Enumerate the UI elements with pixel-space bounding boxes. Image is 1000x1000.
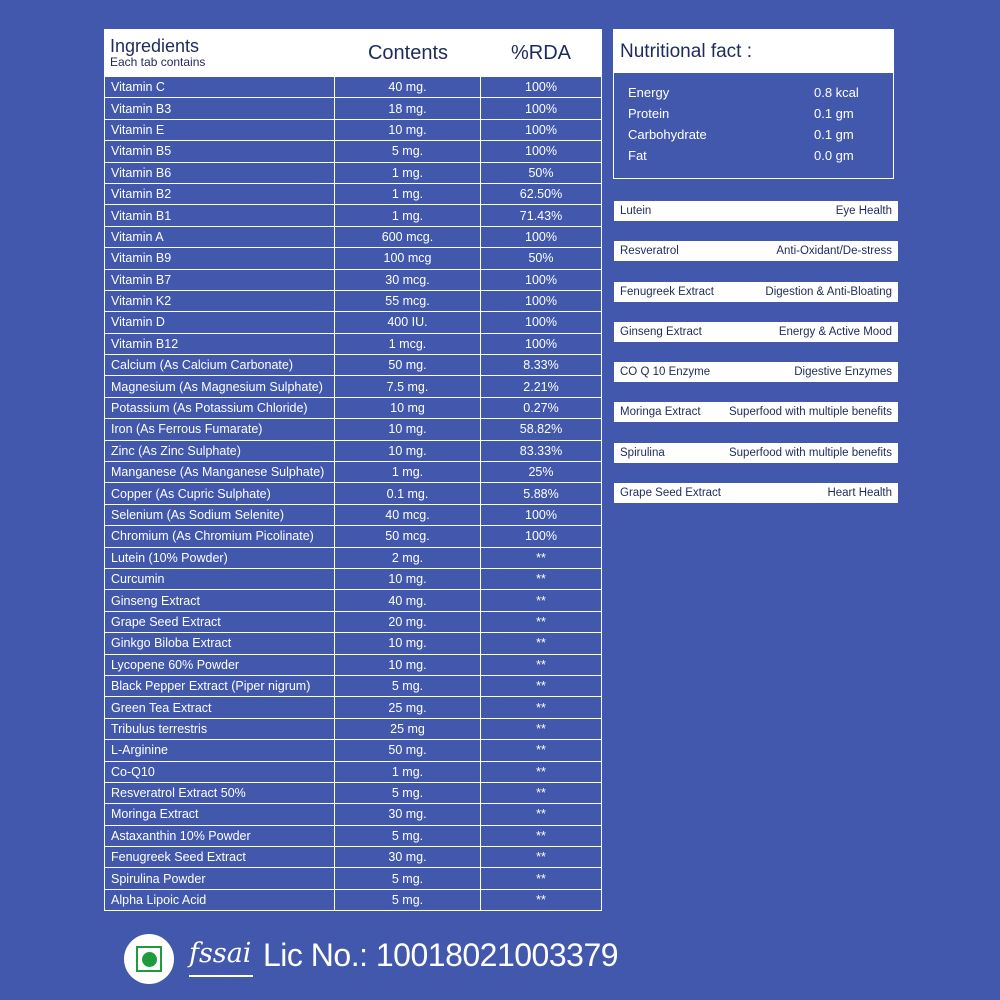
ingredient-name: Iron (As Ferrous Fumarate) xyxy=(105,419,335,439)
benefit-ingredient: Moringa Extract xyxy=(620,406,701,418)
ingredient-content: 18 mg. xyxy=(335,98,481,118)
ingredient-content: 10 mg xyxy=(335,398,481,418)
table-row xyxy=(105,803,601,824)
ingredient-name: Moringa Extract xyxy=(105,804,335,824)
ingredient-name: Vitamin K2 xyxy=(105,291,335,311)
ingredient-name: Grape Seed Extract xyxy=(105,612,335,632)
ingredient-name: Lutein (10% Powder) xyxy=(105,548,335,568)
ingredient-content: 25 mg. xyxy=(335,697,481,717)
ingredient-name: Vitamin E xyxy=(105,120,335,140)
ingredient-name: Zinc (As Zinc Sulphate) xyxy=(105,441,335,461)
ingredient-content: 1 mg. xyxy=(335,462,481,482)
table-row xyxy=(105,525,601,546)
ingredient-rda: 0.27% xyxy=(523,401,559,416)
ingredient-name: Selenium (As Sodium Selenite) xyxy=(105,505,335,525)
nutrition-label: Energy xyxy=(628,85,670,100)
veg-mark-icon xyxy=(124,934,174,984)
ingredient-content: 40 mg. xyxy=(335,77,481,97)
ingredient-rda: 83.33% xyxy=(519,443,563,458)
ingredient-content: 10 mg. xyxy=(335,441,481,461)
ingredient-name: Vitamin A xyxy=(105,227,335,247)
benefit-item xyxy=(614,402,898,422)
table-row xyxy=(105,867,601,888)
fssai-logo: fssai xyxy=(189,939,253,979)
ingredient-name: Copper (As Cupric Sulphate) xyxy=(105,483,335,503)
ingredient-content: 5 mg. xyxy=(335,676,481,696)
ingredient-rda: 2.21% xyxy=(523,379,559,394)
table-row xyxy=(105,632,601,653)
ingredient-content: 55 mcg. xyxy=(335,291,481,311)
table-row xyxy=(105,761,601,782)
ingredient-content: 30 mg. xyxy=(335,804,481,824)
table-row xyxy=(105,290,601,311)
table-row xyxy=(105,504,601,525)
rda-header: %RDA xyxy=(510,42,571,64)
benefit-ingredient: Spirulina xyxy=(620,447,665,459)
nutrition-value: 0.1 gm xyxy=(814,106,854,121)
benefit-description: Digestion & Anti-Bloating xyxy=(765,286,892,298)
ingredient-rda: ** xyxy=(536,572,546,587)
ingredient-name: Ginseng Extract xyxy=(105,590,335,610)
table-row xyxy=(105,162,601,183)
ingredient-content: 5 mg. xyxy=(335,868,481,888)
benefit-ingredient: Lutein xyxy=(620,205,652,217)
benefit-item xyxy=(614,241,898,261)
ingredient-rda: ** xyxy=(536,721,546,736)
ingredient-name: Ginkgo Biloba Extract xyxy=(105,633,335,653)
ingredient-rda: ** xyxy=(536,679,546,694)
ingredient-content: 5 mg. xyxy=(335,826,481,846)
ingredient-content: 10 mg. xyxy=(335,569,481,589)
ingredient-rda: ** xyxy=(536,786,546,801)
ingredient-name: Chromium (As Chromium Picolinate) xyxy=(105,526,335,546)
ingredient-content: 5 mg. xyxy=(335,890,481,910)
ingredient-rda: 100% xyxy=(525,336,557,351)
benefit-ingredient: Ginseng Extract xyxy=(620,326,702,338)
table-row xyxy=(105,140,601,161)
ingredient-rda: 8.33% xyxy=(523,358,559,373)
table-row xyxy=(105,226,601,247)
nutrition-label: Protein xyxy=(628,106,670,121)
ingredients-header-cell xyxy=(105,30,335,77)
ingredient-content: 2 mg. xyxy=(335,548,481,568)
benefit-item xyxy=(614,362,898,382)
ingredient-name: Vitamin D xyxy=(105,312,335,332)
ingredient-rda: ** xyxy=(536,550,546,565)
ingredients-table-body xyxy=(105,77,601,910)
ingredient-content: 1 mg. xyxy=(335,184,481,204)
table-row xyxy=(105,311,601,332)
table-row xyxy=(105,333,601,354)
ingredient-rda: 58.82% xyxy=(519,422,563,437)
ingredient-name: Resveratrol Extract 50% xyxy=(105,783,335,803)
ingredient-content: 0.1 mg. xyxy=(335,483,481,503)
ingredients-table-header xyxy=(105,30,601,77)
ingredient-rda: 100% xyxy=(525,272,557,287)
ingredients-table xyxy=(104,29,602,911)
nutritional-fact-title: Nutritional fact : xyxy=(614,30,893,73)
table-row xyxy=(105,782,601,803)
ingredient-rda: ** xyxy=(536,828,546,843)
nutrition-row xyxy=(614,145,893,166)
ingredient-rda: ** xyxy=(536,657,546,672)
ingredient-rda: 5.88% xyxy=(523,486,559,501)
ingredient-content: 1 mg. xyxy=(335,163,481,183)
ingredient-name: Vitamin B6 xyxy=(105,163,335,183)
ingredient-name: Curcumin xyxy=(105,569,335,589)
ingredient-content: 100 mcg xyxy=(335,248,481,268)
ingredient-content: 10 mg. xyxy=(335,419,481,439)
ingredient-content: 30 mcg. xyxy=(335,270,481,290)
ingredient-content: 5 mg. xyxy=(335,783,481,803)
ingredient-content: 50 mcg. xyxy=(335,526,481,546)
ingredient-name: Co-Q10 xyxy=(105,762,335,782)
ingredient-rda: ** xyxy=(536,636,546,651)
ingredient-rda: 62.50% xyxy=(519,187,563,202)
table-row xyxy=(105,97,601,118)
table-row xyxy=(105,696,601,717)
ingredient-name: Black Pepper Extract (Piper nigrum) xyxy=(105,676,335,696)
ingredient-content: 600 mcg. xyxy=(335,227,481,247)
table-row xyxy=(105,547,601,568)
ingredient-rda: ** xyxy=(536,850,546,865)
benefit-item xyxy=(614,483,898,503)
nutritional-fact-box xyxy=(613,29,894,179)
ingredient-rda: 100% xyxy=(525,144,557,159)
ingredient-content: 20 mg. xyxy=(335,612,481,632)
ingredient-rda: 100% xyxy=(525,529,557,544)
ingredient-rda: ** xyxy=(536,871,546,886)
table-row xyxy=(105,440,601,461)
ingredient-content: 40 mg. xyxy=(335,590,481,610)
benefit-description: Eye Health xyxy=(835,205,892,217)
ingredient-name: Lycopene 60% Powder xyxy=(105,655,335,675)
benefit-description: Superfood with multiple benefits xyxy=(728,406,892,418)
benefit-description: Digestive Enzymes xyxy=(794,366,892,378)
ingredient-content: 1 mg. xyxy=(335,205,481,225)
table-row xyxy=(105,247,601,268)
benefit-description: Heart Health xyxy=(827,487,892,499)
license-number: Lic No.: 10018021003379 xyxy=(263,937,619,973)
benefit-description: Energy & Active Mood xyxy=(778,326,892,338)
ingredient-name: Tribulus terrestris xyxy=(105,719,335,739)
table-row xyxy=(105,482,601,503)
ingredient-content: 10 mg. xyxy=(335,120,481,140)
nutrition-label: Fat xyxy=(628,148,647,163)
ingredient-rda: ** xyxy=(536,764,546,779)
ingredient-name: Vitamin C xyxy=(105,77,335,97)
ingredient-name: Vitamin B1 xyxy=(105,205,335,225)
table-row xyxy=(105,204,601,225)
nutrition-value: 0.0 gm xyxy=(814,148,854,163)
table-row xyxy=(105,568,601,589)
table-row xyxy=(105,77,601,97)
benefit-ingredient: Grape Seed Extract xyxy=(620,487,721,499)
table-row xyxy=(105,739,601,760)
ingredient-name: Vitamin B9 xyxy=(105,248,335,268)
table-row xyxy=(105,418,601,439)
ingredient-name: Manganese (As Manganese Sulphate) xyxy=(105,462,335,482)
ingredient-rda: ** xyxy=(536,893,546,908)
nutritional-fact-rows xyxy=(614,73,893,166)
ingredient-content: 1 mg. xyxy=(335,762,481,782)
ingredient-rda: 25% xyxy=(528,465,554,480)
table-row xyxy=(105,119,601,140)
contents-header: Contents xyxy=(367,42,449,64)
nutrition-value: 0.8 kcal xyxy=(814,85,859,100)
table-row xyxy=(105,825,601,846)
benefit-ingredient: CO Q 10 Enzyme xyxy=(620,366,711,378)
ingredient-rda: 100% xyxy=(525,229,557,244)
ingredient-name: Astaxanthin 10% Powder xyxy=(105,826,335,846)
ingredient-rda: 100% xyxy=(525,508,557,522)
ingredient-rda: ** xyxy=(536,743,546,758)
ingredient-name: Fenugreek Seed Extract xyxy=(105,847,335,867)
ingredient-name: Calcium (As Calcium Carbonate) xyxy=(105,355,335,375)
table-row xyxy=(105,589,601,610)
ingredient-content: 30 mg. xyxy=(335,847,481,867)
ingredient-content: 50 mg. xyxy=(335,355,481,375)
table-row xyxy=(105,269,601,290)
table-row xyxy=(105,889,601,910)
ingredient-content: 10 mg. xyxy=(335,633,481,653)
nutrition-label: Carbohydrate xyxy=(628,127,707,142)
ingredient-rda: ** xyxy=(536,700,546,715)
table-row xyxy=(105,375,601,396)
ingredient-rda: 100% xyxy=(525,294,557,309)
benefit-item xyxy=(614,443,898,463)
table-row xyxy=(105,611,601,632)
nutrition-row xyxy=(614,82,893,103)
ingredient-content: 40 mcg. xyxy=(335,505,481,525)
table-row xyxy=(105,718,601,739)
ingredient-name: Spirulina Powder xyxy=(105,868,335,888)
benefit-item xyxy=(614,322,898,342)
table-row xyxy=(105,183,601,204)
table-row xyxy=(105,461,601,482)
ingredient-name: Vitamin B5 xyxy=(105,141,335,161)
benefit-description: Anti-Oxidant/De-stress xyxy=(776,245,892,257)
ingredient-name: Vitamin B3 xyxy=(105,98,335,118)
ingredient-content: 50 mg. xyxy=(335,740,481,760)
ingredient-name: Vitamin B7 xyxy=(105,270,335,290)
ingredients-subtitle: Each tab contains xyxy=(110,55,206,69)
ingredient-name: Vitamin B2 xyxy=(105,184,335,204)
ingredient-content: 400 IU. xyxy=(335,312,481,332)
ingredient-content: 25 mg xyxy=(335,719,481,739)
benefit-item xyxy=(614,282,898,302)
ingredient-rda: 100% xyxy=(525,122,557,137)
ingredient-rda: 100% xyxy=(525,80,557,95)
ingredient-name: Vitamin B12 xyxy=(105,334,335,354)
nutrition-row xyxy=(614,103,893,124)
table-row xyxy=(105,397,601,418)
ingredient-rda: 50% xyxy=(528,251,554,266)
ingredient-rda: 71.43% xyxy=(519,208,563,223)
ingredient-rda: ** xyxy=(536,807,546,822)
ingredient-content: 1 mcg. xyxy=(335,334,481,354)
ingredient-name: L-Arginine xyxy=(105,740,335,760)
ingredient-name: Magnesium (As Magnesium Sulphate) xyxy=(105,376,335,396)
benefit-item xyxy=(614,201,898,221)
ingredient-rda: 100% xyxy=(525,315,557,330)
benefit-description: Superfood with multiple benefits xyxy=(728,447,892,459)
ingredient-rda: 50% xyxy=(528,165,554,180)
ingredient-content: 10 mg. xyxy=(335,655,481,675)
ingredient-name: Green Tea Extract xyxy=(105,697,335,717)
ingredient-rda: ** xyxy=(536,614,546,629)
nutrition-row xyxy=(614,124,893,145)
ingredient-content: 7.5 mg. xyxy=(335,376,481,396)
benefit-ingredient: Resveratrol xyxy=(620,245,679,257)
ingredients-title: Ingredients xyxy=(110,36,200,56)
ingredient-name: Alpha Lipoic Acid xyxy=(105,890,335,910)
table-row xyxy=(105,354,601,375)
nutrition-value: 0.1 gm xyxy=(814,127,854,142)
table-row xyxy=(105,675,601,696)
ingredient-content: 5 mg. xyxy=(335,141,481,161)
ingredient-rda: 100% xyxy=(525,101,557,116)
benefit-ingredient: Fenugreek Extract xyxy=(620,286,714,298)
ingredient-rda: ** xyxy=(536,593,546,608)
table-row xyxy=(105,654,601,675)
ingredient-name: Potassium (As Potassium Chloride) xyxy=(105,398,335,418)
table-row xyxy=(105,846,601,867)
